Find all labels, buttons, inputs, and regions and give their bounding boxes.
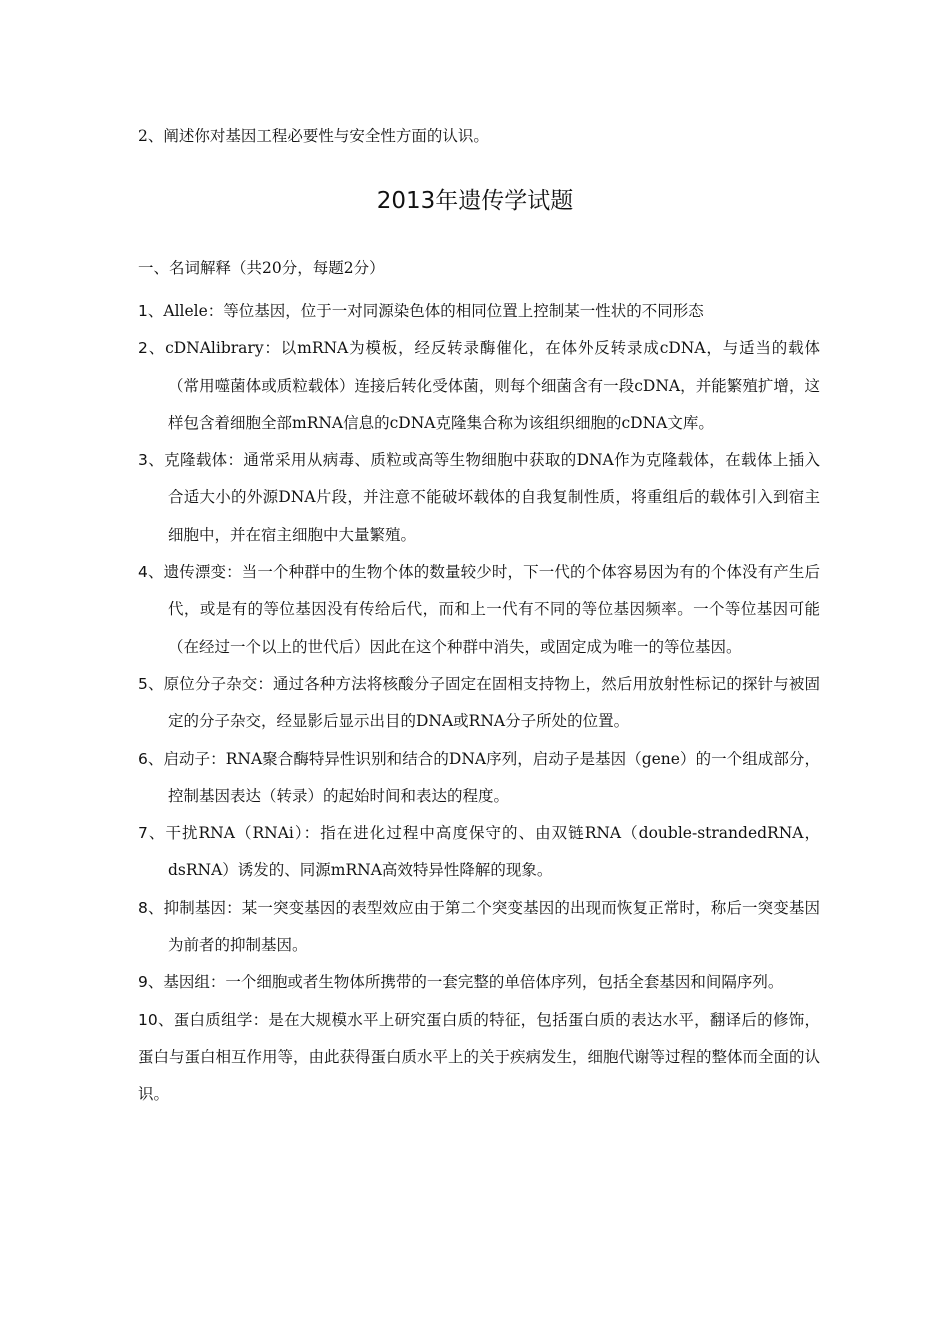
item-text: 蛋白质组学：是在大规模水平上研究蛋白质的特征，包括蛋白质的表达水平，翻译后的修饰，蛋白与蛋白相互作用等，由此获得蛋白质水平上的关于疾病发生，细胞代谢等过程的整体而全面的认识。 [138, 1010, 821, 1104]
definition-item [138, 554, 820, 666]
definition-item [138, 1002, 820, 1114]
previous-question: 2、阐述你对基因工程必要性与安全性方面的认识。 [138, 127, 489, 145]
item-number: 8、 [138, 898, 164, 917]
definition-item [138, 741, 820, 816]
item-text: 基因组：一个细胞或者生物体所携带的一套完整的单倍体序列，包括全套基因和间隔序列。 [163, 973, 784, 992]
item-number: 5、 [138, 674, 164, 693]
definition-item [138, 964, 820, 1001]
item-text: cDNAlibrary：以mRNA为模板，经反转录酶催化，在体外反转录成cDNA，与适当的载体（常用噬菌体或质粒载体）连接后转化受体菌，则每个细菌含有一段cDNA，并能繁殖扩增，这样包含着细胞全部mRNA信息的cDNA克隆集合称为该组织细胞的cDNA文库。 [165, 339, 820, 432]
item-text: 干扰RNA（RNAi）：指在进化过程中高度保守的、由双链RNA（double-strandedRNA，dsRNA）诱发的、同源mRNA高效特异性降解的现象。 [165, 824, 820, 880]
item-number: 10、 [138, 1010, 174, 1029]
definition-item [138, 890, 820, 965]
definition-item [138, 666, 820, 741]
item-text: 克隆载体：通常采用从病毒、质粒或高等生物细胞中获取的DNA作为克隆载体，在载体上插入合适大小的外源DNA片段，并注意不能破坏载体的自我复制性质，将重组后的载体引入到宿主细胞中，并在宿主细胞中大量繁殖。 [164, 451, 820, 544]
item-text: 遗传漂变：当一个种群中的生物个体的数量较少时，下一代的个体容易因为有的个体没有产生后代，或是有的等位基因没有传给后代，而和上一代有不同的等位基因频率。一个等位基因可能（在经过一个以上的世代后）因此在这个种群中消失，或固定成为唯一的等位基因。 [163, 563, 820, 656]
definition-item [138, 330, 820, 442]
item-number: 9、 [138, 973, 164, 992]
definition-list [138, 293, 820, 1114]
item-number: 3、 [138, 451, 165, 470]
definition-item [138, 293, 820, 330]
item-number: 4、 [138, 563, 164, 582]
item-text: Allele：等位基因，位于一对同源染色体的相同位置上控制某一性状的不同形态 [163, 302, 704, 320]
item-number: 2、 [138, 339, 166, 358]
item-text: 原位分子杂交：通过各种方法将核酸分子固定在固相支持物上，然后用放射性标记的探针与被固定的分子杂交，经显影后显示出目的DNA或RNA分子所处的位置。 [163, 674, 820, 731]
item-number: 1、 [138, 302, 164, 320]
item-text: 启动子：RNA聚合酶特异性识别和结合的DNA序列，启动子是基因（gene）的一个组成部分，控制基因表达（转录）的起始时间和表达的程度。 [163, 749, 820, 805]
definition-item [138, 815, 820, 890]
page-title: 2013年遗传学试题 [376, 188, 574, 214]
item-text: 抑制基因：某一突变基因的表型效应由于第二个突变基因的出现而恢复正常时，称后一突变基因为前者的抑制基因。 [163, 898, 820, 955]
item-number: 7、 [138, 824, 166, 843]
definition-item [138, 442, 820, 554]
item-number: 6、 [138, 749, 164, 768]
section-heading: 一、名词解释（共20分，每题2分） [138, 259, 385, 277]
